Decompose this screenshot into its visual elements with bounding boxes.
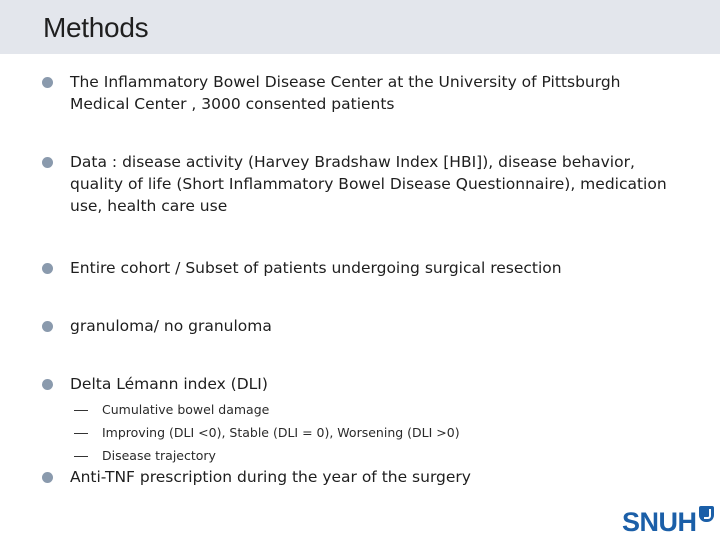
bullet-item: granuloma/ no granuloma	[70, 317, 272, 335]
sub-bullet-dash-icon	[74, 456, 88, 457]
bullet-item: Anti-TNF prescription during the year of the surgery	[70, 468, 471, 486]
sub-bullet-item: Cumulative bowel damage	[102, 402, 270, 417]
sub-bullet-item: Improving (DLI <0), Stable (DLI = 0), Worsening (DLI >0)	[102, 425, 460, 440]
bullet-dot-icon	[42, 472, 53, 483]
sub-bullet-dash-icon	[74, 433, 88, 434]
bullet-item: Entire cohort / Subset of patients undergoing surgical resection	[70, 259, 562, 277]
bullet-dot-icon	[42, 321, 53, 332]
bullet-item: The Inflammatory Bowel Disease Center at the University of Pittsburgh Medical Center , 3000 consented patients	[70, 73, 621, 113]
bullet-dot-icon	[42, 157, 53, 168]
bullet-dot-icon	[42, 263, 53, 274]
snuh-logo: SNUH	[622, 507, 697, 537]
sub-bullet-dash-icon	[74, 410, 88, 411]
bullet-item: Delta Lémann index (DLI)	[70, 375, 268, 393]
bullet-item: Data : disease activity (Harvey Bradshaw Index [HBI]), disease behavior, quality of life (Short Inflammatory Bowel Disease Questionnaire), medication use, health care use	[70, 153, 667, 215]
bullet-dot-icon	[42, 77, 53, 88]
bullet-dot-icon	[42, 379, 53, 390]
snuh-emblem-mark-icon	[704, 509, 711, 519]
sub-bullet-item: Disease trajectory	[102, 448, 216, 463]
slide-title: Methods	[43, 12, 149, 43]
